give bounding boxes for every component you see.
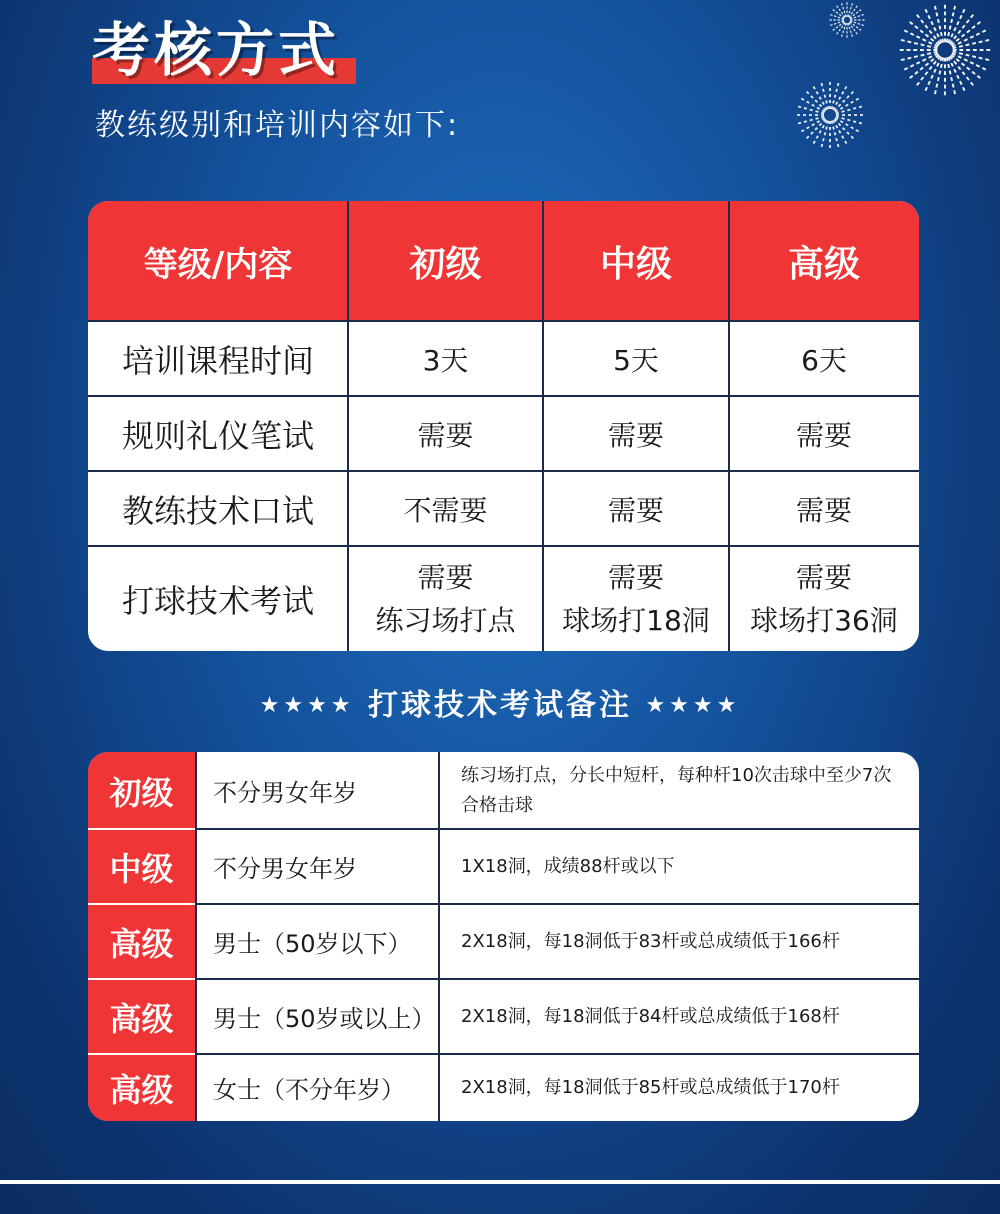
page-title: 考核方式 — [92, 16, 341, 84]
level-badge: 中级 — [88, 829, 195, 904]
table-row — [88, 546, 919, 651]
row-divider — [195, 828, 919, 830]
row-divider — [88, 978, 195, 980]
firework-icon — [790, 75, 870, 155]
star-icon: ★★★★ — [259, 693, 355, 718]
level-badge: 高级 — [88, 1054, 195, 1121]
cell-value — [348, 546, 543, 651]
row-divider — [88, 320, 919, 322]
cell-line: 球场打18洞 — [562, 603, 710, 637]
applicable-group: 男士（50岁或以上） — [213, 1005, 436, 1033]
row-label: 教练技术口试 — [121, 491, 314, 530]
applicable-group: 女士（不分年岁） — [213, 1076, 405, 1104]
cell-value: 需要 — [607, 493, 664, 527]
requirement-text: 2X18洞，每18洞低于84杆或总成绩低于168杆 — [461, 1005, 840, 1027]
requirement-text: 2X18洞，每18洞低于83杆或总成绩低于166杆 — [461, 930, 840, 952]
cell-value: 需要 — [795, 418, 852, 452]
column-divider — [347, 201, 349, 651]
page-title-block — [92, 14, 340, 86]
table-row — [88, 979, 919, 1054]
training-content-table — [88, 201, 919, 651]
column-divider — [438, 752, 440, 1121]
table-row — [88, 396, 919, 471]
firework-icon — [890, 0, 1000, 100]
requirement-text: 练习场打点，分长中短杆，每种杆10次击球中至少7次合格击球 — [461, 764, 892, 816]
row-label: 打球技术考试 — [121, 581, 314, 620]
header-advanced: 高级 — [787, 243, 860, 285]
cell-line: 需要 — [795, 560, 852, 594]
cell-value: 3天 — [422, 343, 469, 377]
requirement-text: 1X18洞，成绩88杆或以下 — [461, 855, 675, 877]
table-row — [88, 829, 919, 904]
notes-section-title — [0, 680, 1000, 724]
row-divider — [88, 1053, 195, 1055]
cell-value: 需要 — [417, 418, 474, 452]
table-row — [88, 904, 919, 979]
footer-divider — [0, 1180, 1000, 1184]
cell-value: 6天 — [801, 343, 847, 377]
row-divider — [88, 395, 919, 397]
star-icon: ★★★★ — [645, 693, 741, 718]
cell-value: 需要 — [795, 493, 852, 527]
level-badge: 高级 — [88, 979, 195, 1054]
row-divider — [88, 828, 195, 830]
cell-value: 不需要 — [403, 493, 488, 527]
row-label: 培训课程时间 — [121, 341, 314, 380]
table-row — [88, 1054, 919, 1121]
cell-value — [543, 546, 729, 651]
applicable-group: 不分男女年岁 — [213, 855, 357, 883]
table-row — [88, 321, 919, 396]
column-divider — [728, 201, 730, 651]
cell-value: 5天 — [613, 343, 659, 377]
applicable-group: 不分男女年岁 — [213, 779, 357, 807]
table-row — [88, 471, 919, 546]
requirement-text: 2X18洞，每18洞低于85杆或总成绩低于170杆 — [461, 1076, 840, 1098]
firework-icon — [822, 0, 872, 40]
cell-value: 需要 — [607, 418, 664, 452]
page-subtitle: 教练级别和培训内容如下: — [95, 108, 460, 143]
table-row — [88, 752, 919, 829]
level-badge: 初级 — [88, 752, 195, 829]
header-intermediate: 中级 — [599, 243, 672, 285]
table-header-row — [88, 201, 919, 321]
cell-line: 球场打36洞 — [750, 603, 898, 637]
row-divider — [195, 1053, 919, 1055]
row-divider — [88, 470, 919, 472]
column-divider — [195, 752, 197, 1121]
applicable-group: 男士（50岁以下） — [213, 930, 412, 958]
header-beginner: 初级 — [409, 243, 482, 285]
row-divider — [195, 978, 919, 980]
exam-notes-table — [88, 752, 919, 1121]
cell-line: 需要 — [417, 560, 474, 594]
header-level-content: 等级/内容 — [143, 244, 293, 285]
cell-line: 需要 — [607, 560, 664, 594]
row-divider — [88, 903, 195, 905]
cell-line: 练习场打点 — [375, 603, 516, 637]
column-divider — [542, 201, 544, 651]
row-divider — [195, 903, 919, 905]
notes-title-text: 打球技术考试备注 — [368, 688, 632, 723]
row-divider — [88, 545, 919, 547]
level-badge: 高级 — [88, 904, 195, 979]
row-label: 规则礼仪笔试 — [121, 416, 314, 455]
cell-value — [729, 546, 919, 651]
